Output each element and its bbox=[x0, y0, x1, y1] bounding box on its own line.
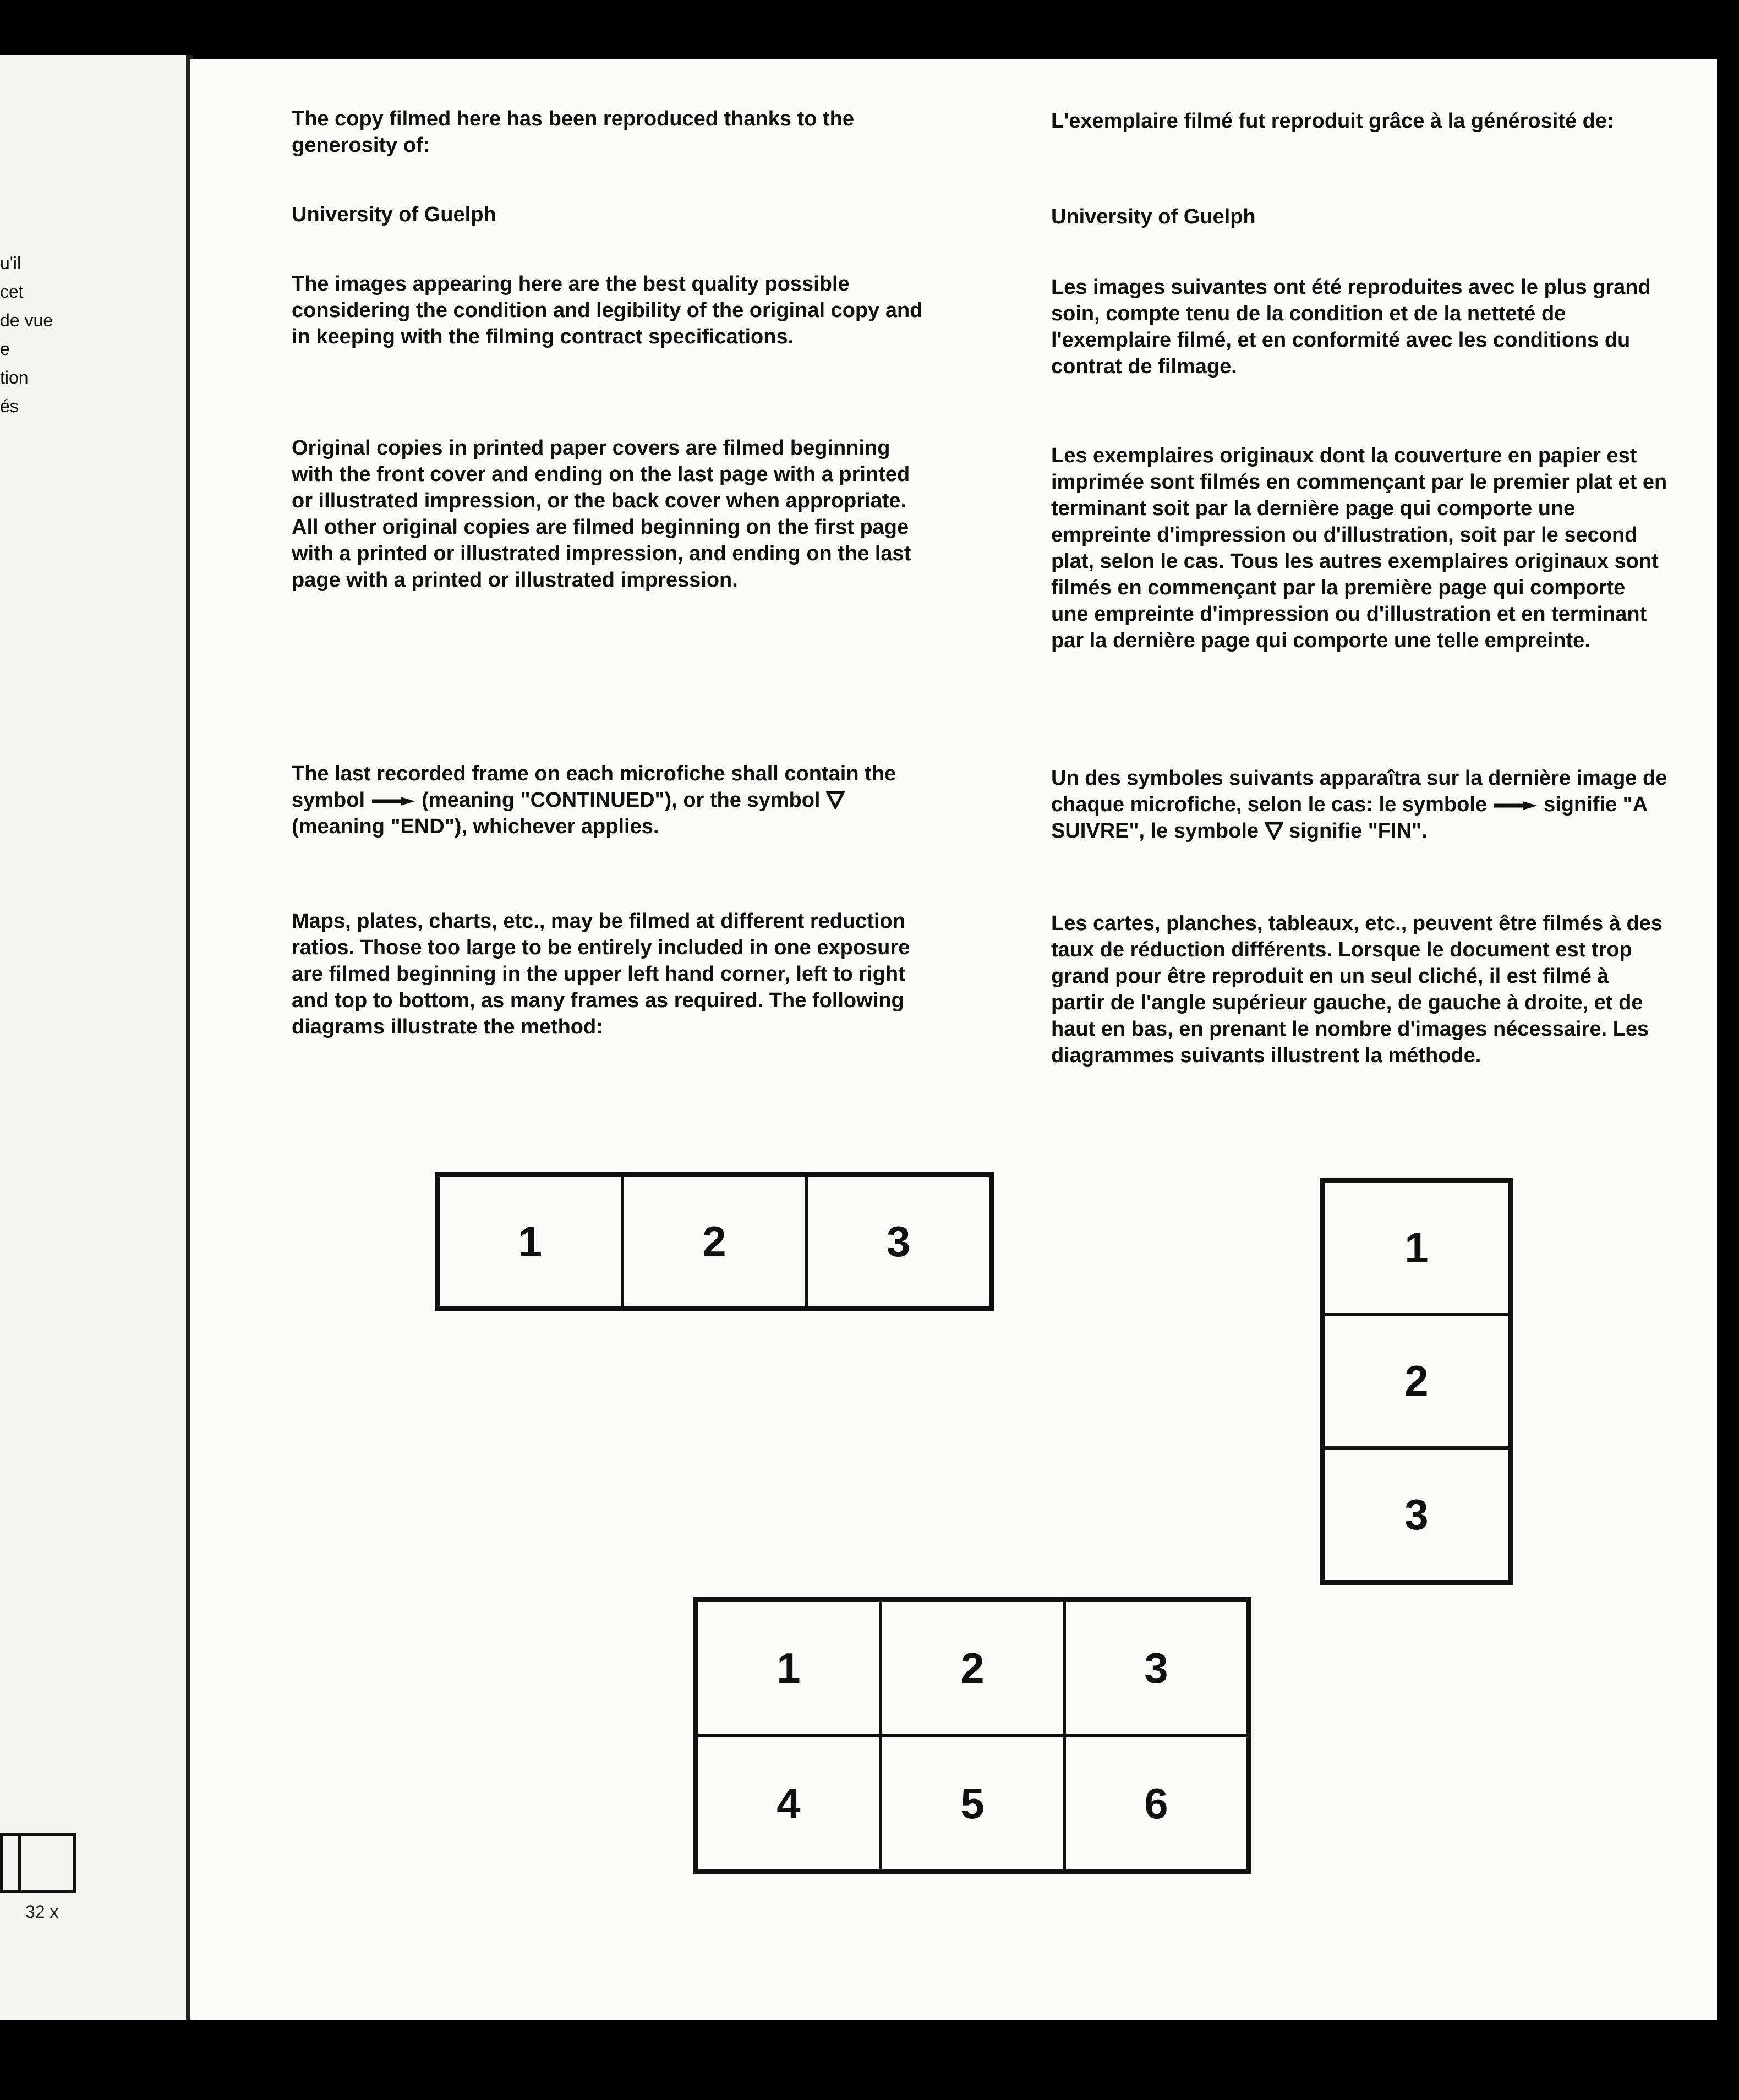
frame-cell: 1 bbox=[1323, 1181, 1510, 1315]
vertical-frame-diagram bbox=[1320, 1178, 1513, 1585]
end-triangle-icon bbox=[1265, 821, 1283, 840]
french-symbols-note bbox=[1051, 765, 1667, 844]
end-triangle-icon bbox=[826, 790, 845, 809]
fragment: cet bbox=[0, 282, 24, 302]
frame-cell: 3 bbox=[1064, 1600, 1248, 1736]
frame-cell: 2 bbox=[881, 1600, 1064, 1736]
symbols-text-2: signifie "A SUIVRE", le symbole bbox=[1051, 793, 1647, 843]
fragment: és bbox=[0, 396, 19, 416]
english-symbols-note bbox=[292, 761, 925, 840]
horizontal-frame-diagram bbox=[435, 1172, 994, 1311]
symbols-text-1: The last recorded frame on each microfiche shall contain the symbol bbox=[292, 762, 896, 812]
frame-cell bbox=[18, 1833, 76, 1893]
continued-arrow-icon bbox=[371, 796, 416, 807]
english-maps-note: Maps, plates, charts, etc., may be filmed at different reduction ratios. Those too large to be entirely included in one exposure are filmed beginning in the upper left hand corner, left to right and top to bottom, as many frames as required. The following diagrams illustrate the method: bbox=[292, 910, 910, 1038]
french-thanks: L'exemplaire filmé fut reproduit grâce à la générosité de: bbox=[1051, 110, 1614, 133]
frame-cell: 4 bbox=[697, 1736, 881, 1871]
cut-off-text-fragments bbox=[0, 249, 53, 420]
frame-cell: 3 bbox=[806, 1175, 991, 1308]
symbols-text-3: signifie "FIN". bbox=[1289, 819, 1428, 843]
english-thanks: The copy filmed here has been reproduced thanks to the generosity of: bbox=[292, 107, 854, 157]
fragment: tion bbox=[0, 368, 29, 387]
french-cover-policy: Les exemplaires originaux dont la couverture en papier est imprimée sont filmés en commençant par le premier plat et en terminant soit par la dernière page qui comporte une empreinte d'impression ou d'illustration, soit par le second plat, selon le cas. Tous les autres exemplaires originaux sont filmés en commençant par la première page qui comporte une empreinte d'impression ou d'illustration et en terminant par la dernière page qui comporte une telle empreinte. bbox=[1051, 444, 1667, 652]
frame-cell: 3 bbox=[1323, 1448, 1510, 1582]
reduction-frame-fragment bbox=[0, 1833, 76, 1893]
fragment: e bbox=[0, 339, 10, 359]
frame-cell: 1 bbox=[697, 1600, 881, 1736]
english-institution: University of Guelph bbox=[292, 203, 496, 226]
grid-frame-diagram bbox=[693, 1597, 1251, 1874]
english-cover-policy: Original copies in printed paper covers are filmed beginning with the front cover and ending on the last page with a printed or illustrated impression, or the back cover when appropriate. All other original copies are filmed beginning on the first page with a printed or illustrated impression, and ending on the last page with a printed or illustrated impression. bbox=[292, 436, 911, 592]
frame-cell: 6 bbox=[1064, 1736, 1248, 1871]
fragment: u'il bbox=[0, 253, 21, 273]
french-quality-statement: Les images suivantes ont été reproduites avec le plus grand soin, compte tenu de la condition et de la netteté de l'exemplaire filmé, et en conformité avec les conditions du contrat de filmage. bbox=[1051, 276, 1651, 378]
frame-cell: 2 bbox=[1323, 1315, 1510, 1448]
frame-cell: 5 bbox=[881, 1736, 1064, 1871]
symbols-text-3: (meaning "END"), whichever applies. bbox=[292, 815, 659, 838]
reduction-ratio: 32 x bbox=[25, 1902, 59, 1922]
symbols-text-2: (meaning "CONTINUED"), or the symbol bbox=[422, 789, 821, 812]
fragment: de vue bbox=[0, 310, 53, 330]
french-maps-note: Les cartes, planches, tableaux, etc., peuvent être filmés à des taux de réduction différents. Lorsque le document est trop grand pour être reproduit en un seul cliché, il est filmé à partir de l'angle supérieur gauche, de gauche à droite, et de haut en bas, en prenant le nombre d'images nécessaire. Les diagrammes suivants illustrent la méthode. bbox=[1051, 912, 1663, 1067]
english-quality-statement: The images appearing here are the best quality possible considering the condition and legibility of the original copy and in keeping with the filming contract specifications. bbox=[292, 272, 923, 348]
film-border bbox=[0, 2020, 1739, 2100]
frame-cell: 2 bbox=[622, 1175, 807, 1308]
frame-cell: 1 bbox=[438, 1175, 622, 1308]
french-institution: University of Guelph bbox=[1051, 205, 1256, 228]
continued-arrow-icon bbox=[1493, 800, 1538, 811]
symbols-text-1: Un des symboles suivants apparaîtra sur la dernière image de chaque microfiche, selon le cas: le symbole bbox=[1051, 767, 1667, 816]
